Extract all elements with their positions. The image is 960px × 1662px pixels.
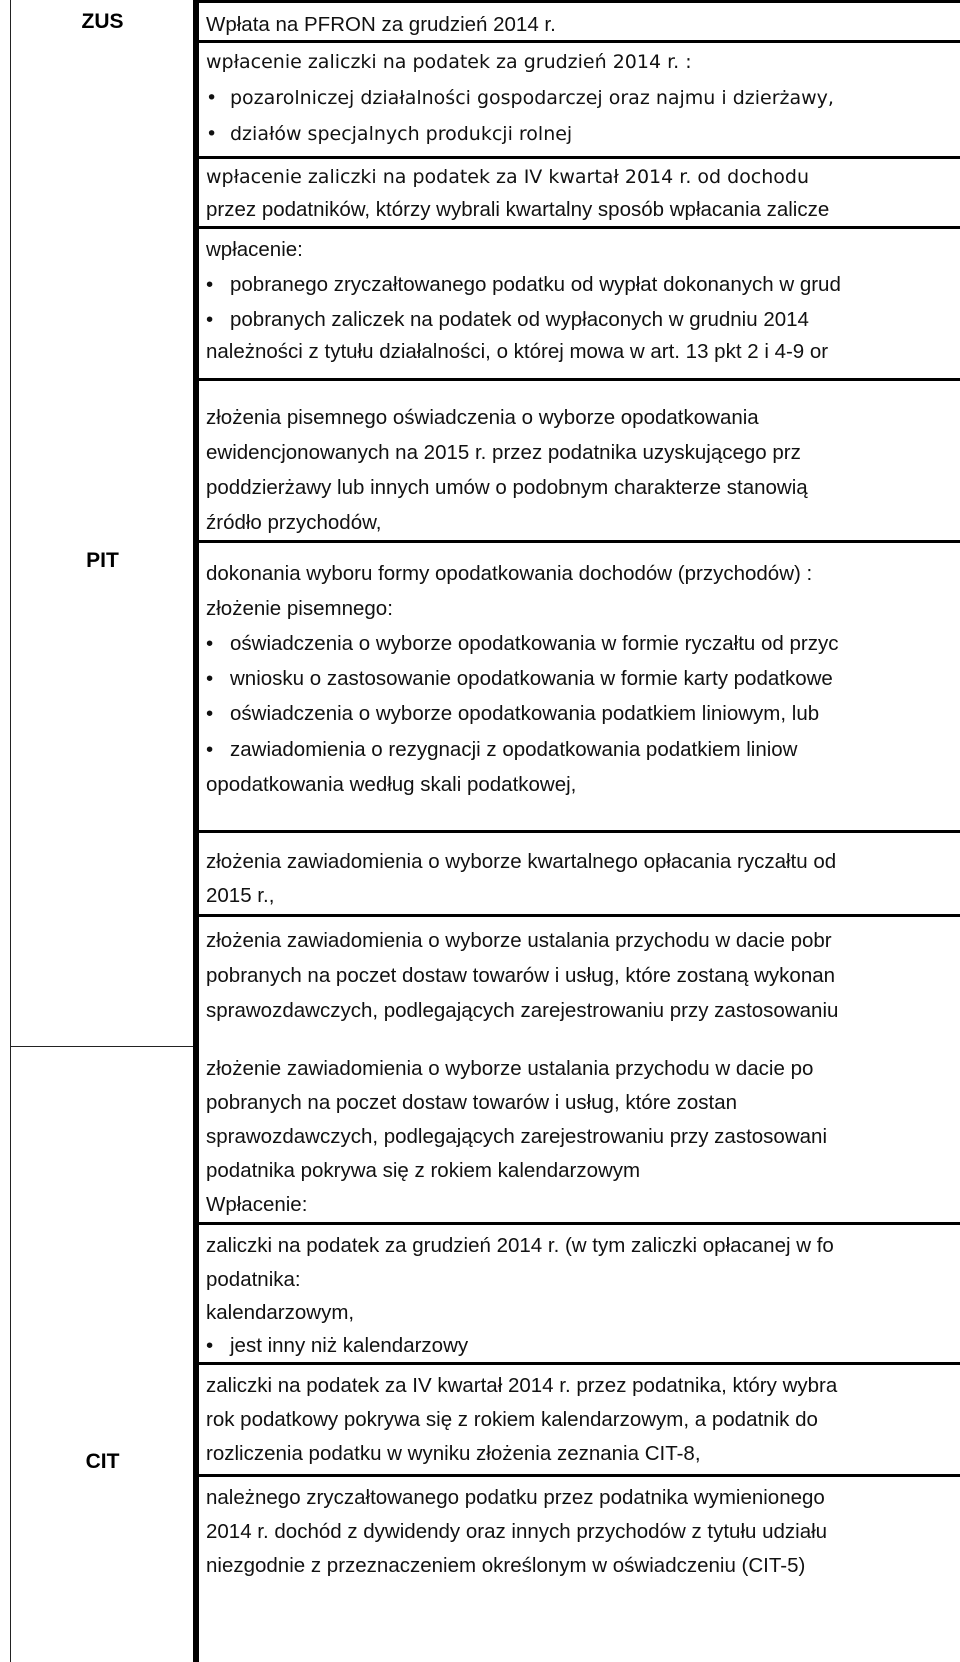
list-item — [206, 1331, 468, 1361]
list-item-text: oświadczenia o wyborze opodatkowania podatkiem liniowym, lub — [230, 702, 820, 725]
block-line: rok podatkowy pokrywa się z rokiem kalendarzowym, a podatnik do — [206, 1408, 818, 1431]
block-line: opodatkowania według skali podatkowej, — [206, 773, 577, 796]
block-line: złożenia pisemnego oświadczenia o wyborze opodatkowania — [206, 406, 759, 429]
obligation-block-withholding — [199, 226, 960, 381]
block-line: ewidencjonowanych na 2015 r. przez podatnika uzyskującego prz — [206, 441, 801, 464]
list-item-text: pobranych zaliczek na podatek od wypłaconych w grudniu 2014 — [230, 308, 809, 331]
list-item-text: działów specjalnych produkcji rolnej — [230, 123, 573, 145]
category-cit: CIT — [85, 1450, 120, 1473]
bullet: • — [206, 273, 214, 296]
block-line: wpłacenie zaliczki na podatek za grudzień 2014 r. : — [206, 51, 692, 73]
block-line: poddzierżawy lub innych umów o podobnym charakterze stanowią — [206, 476, 808, 499]
block-line: niezgodnie z przeznaczeniem określonym w oświadczeniu (CIT-5) — [206, 1554, 806, 1577]
block-line: złożenia zawiadomienia o wyborze ustalania przychodu w dacie pobr — [206, 929, 832, 952]
obligations-column — [199, 0, 960, 1662]
top-border — [199, 0, 960, 3]
list-item-text: oświadczenia o wyborze opodatkowania w formie ryczałtu od przyc — [230, 632, 839, 655]
block-line: 2014 r. dochód z dywidendy oraz innych przychodów z tytułu udziału — [206, 1520, 828, 1543]
bullet: • — [206, 667, 214, 690]
obligation-block-lump-sum-statement — [199, 378, 960, 543]
list-item-text: pozarolniczej działalności gospodarczej oraz najmu i dzierżawy, — [230, 87, 834, 109]
list-item-text: zawiadomienia o rezygnacji z opodatkowania podatkiem liniow — [230, 738, 798, 761]
category-divider — [11, 1046, 194, 1047]
obligation-block-revenue-date-pit — [199, 914, 960, 1057]
bullet: • — [206, 87, 218, 109]
obligation-block-tax-form-choice — [199, 540, 960, 833]
bullet: • — [206, 632, 214, 655]
list-item — [206, 664, 833, 694]
block-line: dokonania wyboru formy opodatkowania dochodów (przychodów) : — [206, 562, 813, 585]
list-item-text: wniosku o zastosowanie opodatkowania w formie karty podatkowe — [230, 667, 833, 690]
block-line: rozliczenia podatku w wyniku złożenia zeznania CIT-8, — [206, 1442, 701, 1465]
block-line: Wpłacenie: — [206, 1193, 308, 1216]
block-line: źródło przychodów, — [206, 511, 382, 534]
list-item — [206, 119, 572, 149]
category-pit: PIT — [86, 549, 119, 572]
block-line: podatnika: — [206, 1268, 301, 1291]
bullet: • — [206, 308, 214, 331]
obligation-block-withholding-cit — [199, 1474, 960, 1662]
list-item — [206, 305, 809, 335]
obligation-block-cit-quarterly-advance — [199, 1362, 960, 1477]
list-item-text: pobranego zryczałtowanego podatku od wypłat dokonanych w grud — [230, 273, 841, 296]
obligation-block-pfron — [199, 4, 960, 40]
block-line: podatnika pokrywa się z rokiem kalendarzowym — [206, 1159, 641, 1182]
obligation-block-pit-advance — [199, 40, 960, 159]
obligation-block-revenue-date-cit — [199, 1054, 960, 1222]
block-line: Wpłata na PFRON za grudzień 2014 r. — [206, 13, 556, 36]
bullet: • — [206, 738, 214, 761]
bullet: • — [206, 702, 214, 725]
block-line: złożenie pisemnego: — [206, 597, 393, 620]
block-line: zaliczki na podatek za grudzień 2014 r. (w tym zaliczki opłacanej w fo — [206, 1234, 834, 1257]
block-line: kalendarzowym, — [206, 1301, 355, 1324]
list-item — [206, 699, 819, 729]
block-line: zaliczki na podatek za IV kwartał 2014 r. przez podatnika, który wybra — [206, 1374, 838, 1397]
block-line: złożenie zawiadomienia o wyborze ustalania przychodu w dacie po — [206, 1057, 814, 1080]
block-line: należności z tytułu działalności, o której mowa w art. 13 pkt 2 i 4-9 or — [206, 340, 829, 363]
obligation-block-quarterly-advance — [199, 156, 960, 229]
category-zus: ZUS — [81, 10, 124, 33]
category-column — [10, 0, 194, 1662]
bullet: • — [206, 1334, 214, 1357]
list-item — [206, 629, 838, 659]
block-line: przez podatników, którzy wybrali kwartalny sposób wpłacania zalicze — [206, 198, 830, 221]
bullet: • — [206, 123, 218, 145]
list-item-text: jest inny niż kalendarzowy — [230, 1334, 469, 1357]
block-line: sprawozdawczych, podlegających zarejestrowaniu przy zastosowani — [206, 1125, 827, 1148]
list-item — [206, 270, 841, 300]
block-line: wpłacenie zaliczki na podatek za IV kwartał 2014 r. od dochodu — [206, 166, 810, 188]
block-line: wpłacenie: — [206, 238, 303, 261]
block-line: należnego zryczałtowanego podatku przez podatnika wymienionego — [206, 1486, 825, 1509]
list-item — [206, 735, 797, 765]
block-line: pobranych na poczet dostaw towarów i usług, które zostaną wykonan — [206, 964, 836, 987]
block-line: pobranych na poczet dostaw towarów i usług, które zostan — [206, 1091, 738, 1114]
list-item — [206, 83, 834, 113]
obligation-block-cit-monthly-advance — [199, 1222, 960, 1365]
block-line: 2015 r., — [206, 884, 275, 907]
block-line: sprawozdawczych, podlegających zarejestrowaniu przy zastosowaniu — [206, 999, 839, 1022]
block-line: złożenia zawiadomienia o wyborze kwartalnego opłacania ryczałtu od — [206, 850, 837, 873]
obligation-block-quarterly-lump-sum — [199, 830, 960, 917]
